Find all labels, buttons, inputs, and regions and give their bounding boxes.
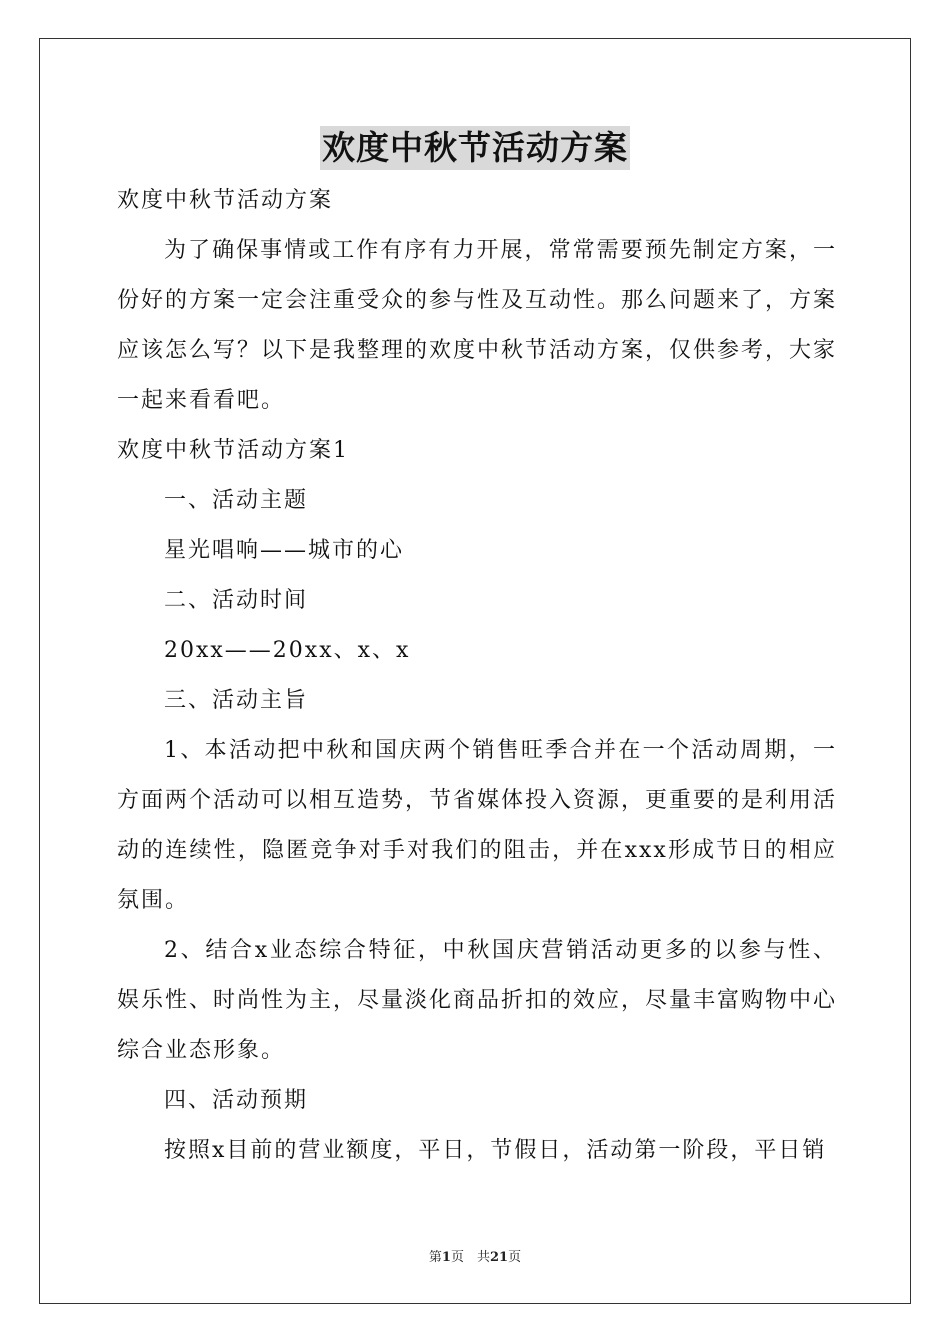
paragraph-heading-time: 二、活动时间 <box>164 588 309 613</box>
footer-page-total: 21 <box>489 1250 509 1265</box>
paragraph-purpose-2: 2、结合x业态综合特征，中秋国庆营销活动更多的以参与性、娱乐性、时尚性为主，尽量淡化商品折扣的效应，尽量丰富购物中心综合业态形象。 <box>117 938 838 1063</box>
document-title-text: 欢度中秋节活动方案 <box>320 126 630 170</box>
footer-page-mid: 页 共 <box>450 1250 490 1265</box>
paragraph-heading-purpose: 三、活动主旨 <box>164 688 309 713</box>
footer-page-suffix: 页 <box>508 1250 522 1265</box>
paragraph-theme: 星光唱响——城市的心 <box>164 538 405 563</box>
paragraph-expectation: 按照x目前的营业额度，平日，节假日，活动第一阶段，平日销 <box>164 1138 827 1163</box>
paragraph-time: 20xx——20xx、x、x <box>164 638 411 663</box>
document-title <box>0 126 950 172</box>
paragraph-purpose-1: 1、本活动把中秋和国庆两个销售旺季合并在一个活动周期，一方面两个活动可以相互造势，节省媒体投入资源，更重要的是利用活动的连续性，隐匿竞争对手对我们的阻击，并在xxx形成节日的相应氛围。 <box>117 738 838 913</box>
footer-page-prefix: 第 <box>428 1250 442 1265</box>
paragraph-intro: 为了确保事情或工作有序有力开展，常常需要预先制定方案，一份好的方案一定会注重受众的参与性及互动性。那么问题来了，方案应该怎么写？以下是我整理的欢度中秋节活动方案，仅供参考，大家一起来看看吧。 <box>117 238 838 413</box>
paragraph-subtitle: 欢度中秋节活动方案 <box>117 188 334 213</box>
paragraph-section-heading: 欢度中秋节活动方案1 <box>117 438 349 463</box>
paragraph-heading-expectation: 四、活动预期 <box>164 1088 309 1113</box>
paragraph-heading-theme: 一、活动主题 <box>164 488 309 513</box>
footer-page-current: 1 <box>441 1250 451 1265</box>
page-footer <box>0 1249 950 1267</box>
document-body <box>117 176 837 1176</box>
